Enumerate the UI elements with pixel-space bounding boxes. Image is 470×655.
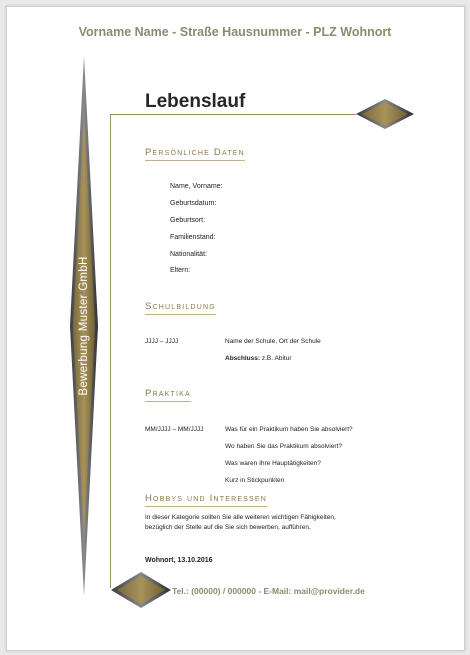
field-birthplace: Geburtsort:	[170, 217, 206, 224]
bottom-left-diamond-ornament	[111, 572, 171, 608]
internship-line-1: Was für ein Praktikum haben Sie absolviert?	[225, 426, 353, 433]
frame-line-top	[110, 114, 356, 115]
school-name: Name der Schule, Ort der Schule	[225, 338, 321, 345]
section-heading-school: Schulbildung	[145, 301, 216, 312]
hobbies-text-line-1: In dieser Kategorie sollten Sie alle weiteren wichtigen Fähigkeiten,	[145, 514, 336, 521]
hobbies-paragraph	[145, 513, 385, 533]
school-date: JJJJ – JJJJ	[145, 338, 179, 345]
top-right-diamond-ornament	[356, 99, 414, 129]
footer-contact: Tel.: (00000) / 000000 - E-Mail: mail@provider.de	[172, 586, 365, 596]
internship-date: MM/JJJJ – MM/JJJJ	[145, 426, 204, 433]
field-marital-status: Familienstand:	[170, 234, 216, 241]
school-degree	[225, 355, 291, 362]
page-title: Lebenslauf	[145, 91, 246, 112]
signature-place-date: Wohnort, 13.10.2016	[145, 557, 213, 564]
internship-line-4: Kurz in Stickpunkten	[225, 477, 285, 484]
section-heading-internships: Praktika	[145, 388, 191, 399]
section-heading-hobbies: Hobbys und Interessen	[145, 493, 267, 504]
field-nationality: Nationalität:	[170, 251, 207, 258]
section-heading-personal: Persönliche Daten	[145, 147, 245, 158]
internship-line-2: Wo haben Sie das Praktikum absolviert?	[225, 443, 342, 450]
field-name: Name, Vorname:	[170, 183, 223, 190]
address-header: Vorname Name - Straße Hausnummer - PLZ Wohnort	[78, 25, 392, 39]
sidebar-company-name: Bewerbung Muster GmbH	[78, 256, 90, 396]
degree-label: Abschluss:	[225, 355, 261, 362]
frame-line-left	[110, 114, 111, 588]
field-parents: Eltern:	[170, 267, 191, 274]
degree-value: z.B. Abitur	[260, 355, 292, 362]
field-birthdate: Geburtsdatum:	[170, 200, 217, 207]
internship-line-3: Was waren Ihre Hauptätigkeiten?	[225, 460, 321, 467]
hobbies-text-line-2: bezüglich der Stelle auf die Sie sich bewerben, aufführen.	[145, 524, 311, 531]
